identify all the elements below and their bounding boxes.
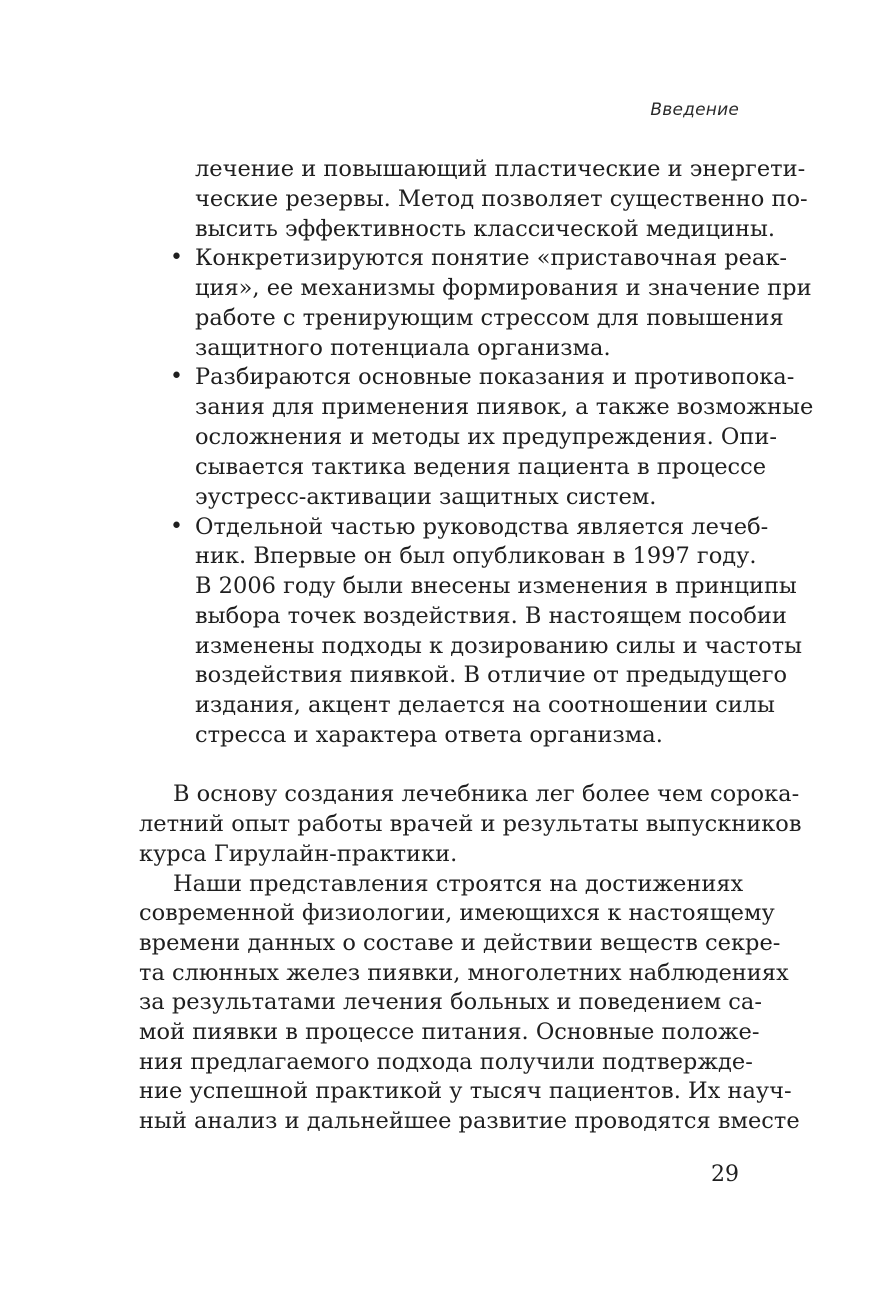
text-line: ный анализ и дальнейшее развитие проводятся вместе: [139, 1108, 800, 1134]
text-line: издания, акцент делается на соотношении силы: [195, 692, 775, 718]
text-line: ник. Впервые он был опубликован в 1997 году.: [195, 543, 757, 569]
text-line: Конкретизируются понятие «приставочная реак-: [195, 245, 787, 271]
bullet-marker: •: [170, 245, 183, 270]
text-line: воздействия пиявкой. В отличие от предыдущего: [195, 662, 788, 688]
text-line: эустресс-активации защитных систем.: [195, 484, 657, 510]
text-line: В основу создания лечебника лег более чем сорока-: [173, 781, 800, 807]
running-header: Введение: [650, 100, 739, 120]
text-line: зания для применения пиявок, а также возможные: [195, 394, 814, 420]
text-line: ческие резервы. Метод позволяет существенно по-: [195, 186, 808, 212]
text-line: выбора точек воздействия. В настоящем пособии: [195, 603, 787, 629]
text-line: стресса и характера ответа организма.: [195, 722, 663, 748]
text-line: В 2006 году были внесены изменения в принципы: [195, 573, 797, 599]
text-line: Отдельной частью руководства является лечеб-: [195, 514, 769, 540]
text-line: высить эффективность классической медицины.: [195, 216, 776, 242]
text-line: лечение и повышающий пластические и энергети-: [195, 156, 806, 182]
text-line: за результатами лечения больных и поведением са-: [139, 989, 762, 1015]
text-line: Разбираются основные показания и противопока-: [195, 364, 795, 390]
text-line: современной физиологии, имеющихся к настоящему: [139, 900, 775, 926]
page-number: 29: [711, 1162, 739, 1187]
text-line: осложнения и методы их предупреждения. Опи-: [195, 424, 777, 450]
text-line: та слюнных желез пиявки, многолетних наблюдениях: [139, 960, 789, 986]
text-line: Наши представления строятся на достижениях: [173, 871, 744, 897]
text-line: изменены подходы к дозированию силы и частоты: [195, 633, 802, 659]
bullet-marker: •: [170, 364, 183, 389]
text-line: времени данных о составе и действии веществ секре-: [139, 930, 781, 956]
text-line: мой пиявки в процессе питания. Основные положе-: [139, 1019, 760, 1045]
text-line: летний опыт работы врачей и результаты выпускников: [139, 811, 802, 837]
bullet-marker: •: [170, 514, 183, 539]
text-line: ция», ее механизмы формирования и значение при: [195, 275, 812, 301]
text-line: ния предлагаемого подхода получили подтвержде-: [139, 1049, 753, 1075]
text-line: сывается тактика ведения пациента в процессе: [195, 454, 767, 480]
text-line: защитного потенциала организма.: [195, 335, 611, 361]
text-line: работе с тренирующим стрессом для повышения: [195, 305, 784, 331]
text-line: ние успешной практикой у тысяч пациентов. Их науч-: [139, 1078, 792, 1104]
text-line: курса Гирулайн-практики.: [139, 841, 458, 867]
